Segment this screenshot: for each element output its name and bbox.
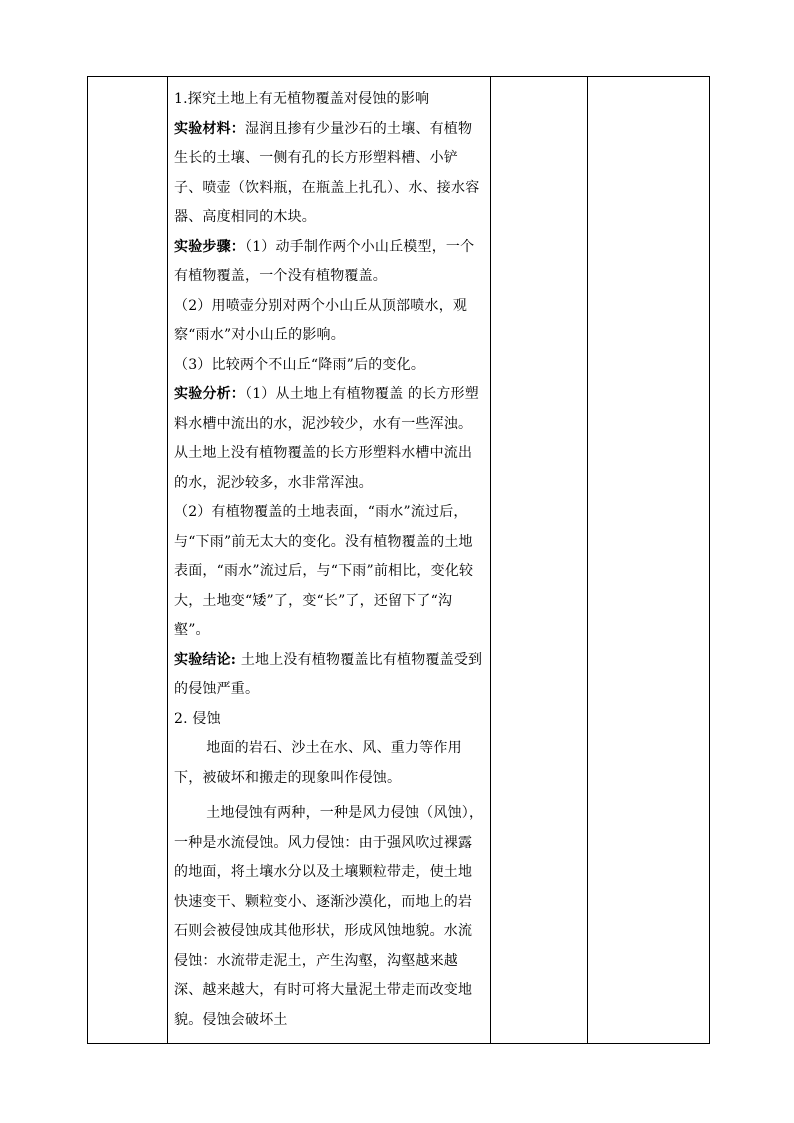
materials-label: 实验材料： — [174, 120, 245, 137]
analysis-label: 实验分析： — [174, 386, 245, 402]
step-2-text: （2）用喷壶分别对两个小山丘从顶部喷水，观察“雨水”对小山丘的影响。 — [174, 297, 468, 343]
steps-label: 实验步骤： — [174, 238, 245, 255]
experiment-heading: 1.探究土地上有无植物覆盖对侵蚀的影响 — [174, 91, 430, 107]
conclusion-text: 土地上没有植物覆盖比有植物覆盖受到的侵蚀严重。 — [174, 651, 483, 697]
table-cell-content — [168, 77, 491, 1044]
erosion-heading: 2. 侵蚀 — [174, 710, 221, 727]
lesson-table — [87, 76, 710, 1044]
erosion-definition: 地面的岩石、沙土在水、风、重力等作用下，被破坏和搬走的现象叫作侵蚀。 — [174, 740, 462, 786]
step-3-text: （3）比较两个不山丘“降雨”后的变化。 — [174, 356, 426, 373]
table-cell-left — [88, 77, 168, 1044]
steps-paragraph — [174, 233, 486, 292]
analysis-1-text: （1）从土地上有植物覆盖 的长方形塑料水槽中流出的水，泥沙较少，水有一些浑浊。从土地上没有植物覆盖的长方形塑料水槽中流出的水，泥沙较多，水非常浑浊。 — [174, 386, 479, 491]
analysis-2-text: （2）有植物覆盖的土地表面，“雨水”流过后，与“下雨”前无太大的变化。没有植物覆盖的土地表面，“雨水”流过后，与“下雨”前相比，变化较大，土地变“矮”了，变“长”了，还留下了“沟壑”。 — [174, 504, 474, 638]
analysis-paragraph — [174, 380, 486, 498]
conclusion-paragraph — [174, 646, 486, 705]
materials-text: 湿润且掺有少量沙石的土壤、有植物生长的土壤、一侧有孔的长方形塑料槽、小铲子、喷壶（饮料瓶，在瓶盖上扎孔）、水、接水容器、高度相同的木块。 — [174, 120, 480, 225]
table-cell-right — [588, 77, 710, 1044]
conclusion-label: 实验结论: — [174, 651, 237, 668]
table-cell-third — [491, 77, 588, 1044]
lesson-content — [168, 77, 490, 1043]
materials-paragraph — [174, 115, 486, 233]
erosion-types: 土地侵蚀有两种，一种是风力侵蚀（风蚀），一种是水流侵蚀。风力侵蚀：由于强风吹过裸露的地面，将土壤水分以及土壤颗粒带走，使土地快速变干、颗粒变小、逐渐沙漠化，而地上的岩石则会被侵蚀成其他形状，形成风蚀地貌。水流侵蚀：水流带走泥土，产生沟壑，沟壑越来越深、越来越大，有时可将大量泥土带走而改变地貌。侵蚀会破坏土 — [174, 805, 484, 1028]
step-1-text: （1）动手制作两个小山丘模型，一个有植物覆盖，一个没有植物覆盖。 — [174, 238, 475, 284]
